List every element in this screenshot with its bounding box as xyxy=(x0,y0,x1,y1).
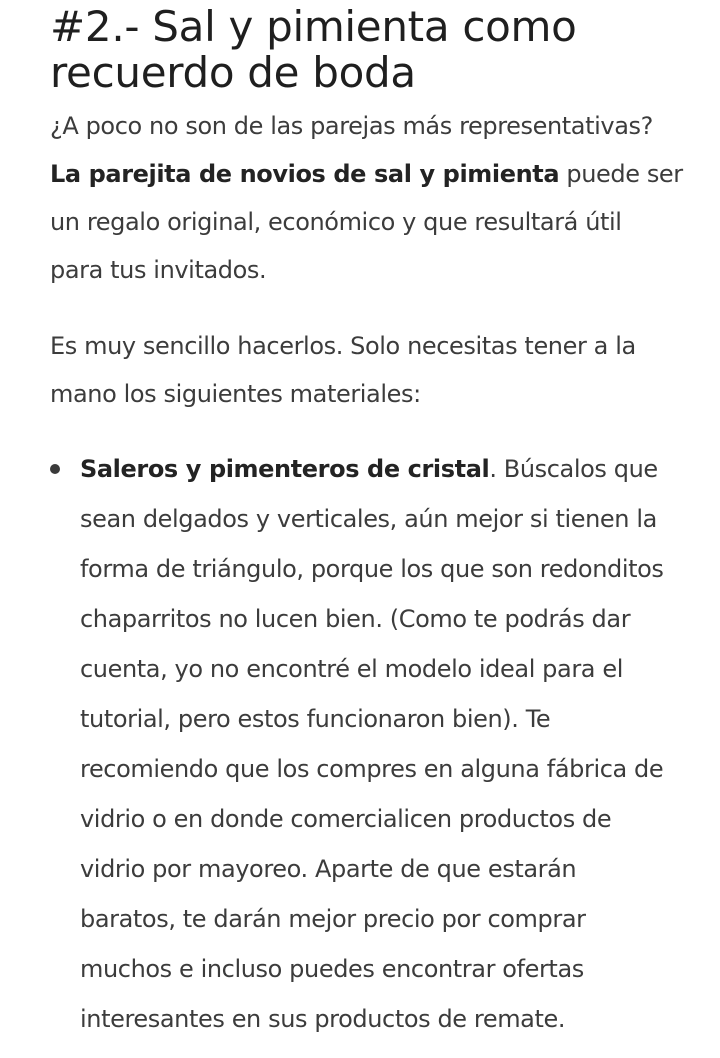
list-item-line: vidrio por mayoreo. Aparte de que estarán xyxy=(80,855,577,883)
section-heading-line-1: #2.- Sal y pimienta como xyxy=(50,2,577,51)
list-item-bold-term: Saleros y pimenteros de cristal xyxy=(80,455,490,483)
list-item-line: baratos, te darán mejor precio por comprar xyxy=(80,905,586,933)
list-item-line: cuenta, yo no encontré el modelo ideal para el xyxy=(80,655,623,683)
intro-paragraph xyxy=(50,102,720,294)
intro-bold-phrase: La parejita de novios de sal y pimienta xyxy=(50,160,560,188)
materials-intro-paragraph xyxy=(50,322,720,418)
list-item-line: chaparritos no lucen bien. (Como te podrás dar xyxy=(80,605,631,633)
bullet-icon xyxy=(50,464,60,474)
intro-line-1: ¿A poco no son de las parejas más representativas? xyxy=(50,112,653,140)
list-item-line: sean delgados y verticales, aún mejor si tienen la xyxy=(80,505,657,533)
list-item-first-rest: . Búscalos que xyxy=(489,455,658,483)
list-item-line: forma de triángulo, porque los que son redonditos xyxy=(80,555,664,583)
list-item-line: tutorial, pero estos funcionaron bien). Te xyxy=(80,705,551,733)
list-item-line: recomiendo que los compres en alguna fábrica de xyxy=(80,755,664,783)
materials-list xyxy=(50,444,720,1044)
materials-intro-line-2: mano los siguientes materiales: xyxy=(50,380,421,408)
section-heading xyxy=(50,0,720,96)
list-item-line: interesantes en sus productos de remate. xyxy=(80,1005,566,1033)
intro-line-3: un regalo original, económico y que resultará útil xyxy=(50,208,622,236)
intro-line-2 xyxy=(50,150,720,198)
intro-line-2-rest: puede ser xyxy=(559,160,683,188)
list-item-line: muchos e incluso puedes encontrar ofertas xyxy=(80,955,584,983)
intro-line-4: para tus invitados. xyxy=(50,256,267,284)
list-item-line: vidrio o en donde comercialicen productos de xyxy=(80,805,612,833)
list-item-first-line xyxy=(80,444,720,494)
list-item xyxy=(50,444,720,1044)
materials-intro-line-1: Es muy sencillo hacerlos. Solo necesitas tener a la xyxy=(50,332,636,360)
section-heading-line-2: recuerdo de boda xyxy=(50,48,416,97)
